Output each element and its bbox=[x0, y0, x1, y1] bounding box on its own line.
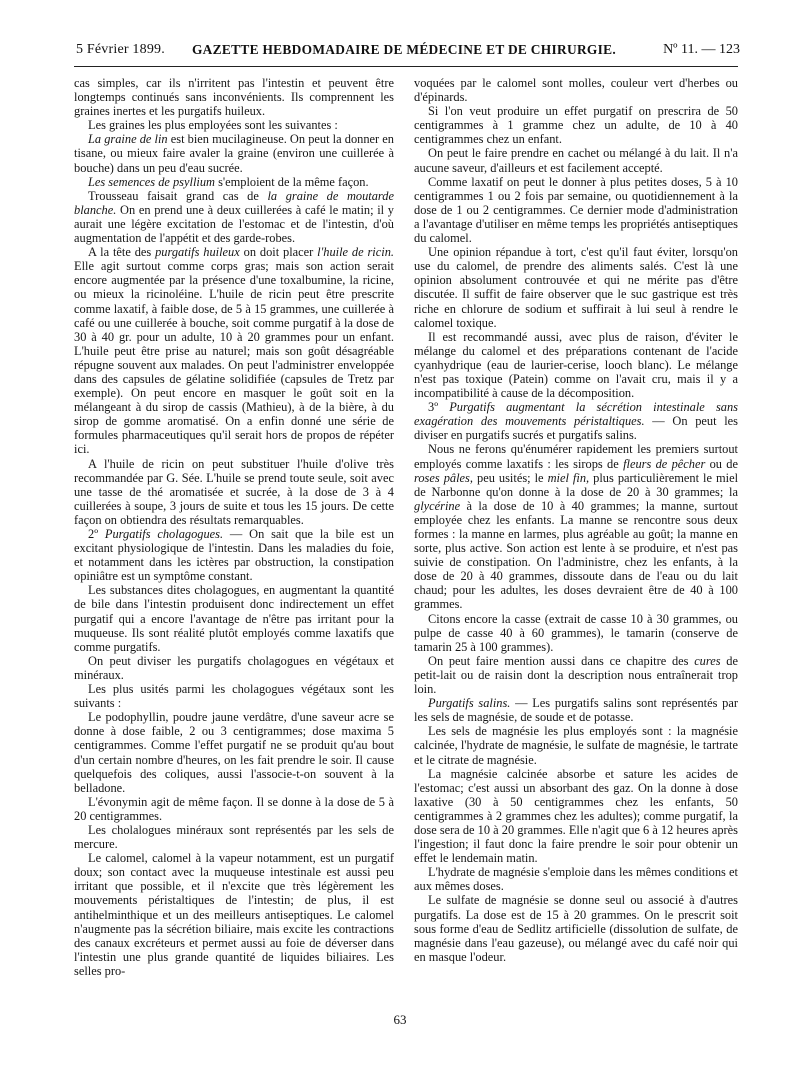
right-paragraph bbox=[414, 400, 738, 442]
right-column bbox=[414, 76, 738, 964]
right-paragraph bbox=[414, 146, 738, 174]
text-run: A l'huile de ricin on peut substituer l'huile d'olive très recommandée par G. Sée. L'huile se prend toute seule, soit avec une tasse de thé aromatisée et sucrée, à la dose de 3 à 4 cuillerées à soupe, 3 jours de suite et tous les 15 jours. De cette façon on obtiendra des résultats remarquables. bbox=[74, 456, 394, 527]
text-run: 2º bbox=[88, 527, 105, 541]
text-run: Il est recommandé aussi, avec plus de raison, d'éviter le mélange du calomel et des préparations contenant de l'acide cyanhydrique (eau de laurier-cerise, looch blanc). Le mélange n'est pas toxique (Patein) comme on l'avait cru, mais il y a incompatibilité à cause de la décomposition. bbox=[414, 329, 738, 401]
right-paragraph bbox=[414, 893, 738, 963]
left-paragraph bbox=[74, 527, 394, 583]
left-paragraph bbox=[74, 132, 394, 174]
left-paragraph bbox=[74, 710, 394, 795]
italic-text: roses pâles, bbox=[414, 470, 473, 485]
right-paragraph bbox=[414, 76, 738, 104]
text-run: plus particulièrement le miel de Narbonne qu'on donne à la dose de 20 à 30 grammes; la bbox=[414, 470, 739, 499]
left-paragraph bbox=[74, 583, 394, 653]
text-run: cas simples, car ils n'irritent pas l'intestin et peuvent être longtemps continués sans inconvénients. Ils comprennent les graines inertes et les purgatifs huileux. bbox=[74, 76, 394, 119]
left-paragraph bbox=[74, 118, 394, 132]
running-header bbox=[68, 42, 740, 64]
text-run: peu usités; le bbox=[472, 470, 548, 485]
italic-text: miel fin, bbox=[547, 470, 590, 485]
text-run: de petit-lait ou de raisin dont la description nous entraînerait trop loin. bbox=[414, 653, 738, 697]
left-paragraph bbox=[74, 851, 394, 978]
text-run: On peut faire mention aussi dans ce chapitre des bbox=[428, 653, 695, 668]
right-paragraph bbox=[414, 612, 738, 654]
header-date: 5 Février 1899. bbox=[76, 42, 165, 57]
text-run: L'évonymin agit de même façon. Il se donne à la dose de 5 à 20 centigrammes. bbox=[74, 794, 394, 823]
text-run: — On peut les diviser en purgatifs sucrés et purgatifs salins. bbox=[414, 414, 738, 443]
text-run: Citons encore la casse (extrait de casse 10 à 30 grammes, ou pulpe de casse 40 à 60 grammes), le tamarin (conserve de tamarin 25 à 100 grammes). bbox=[414, 611, 738, 654]
italic-text: Les semences de psyllium bbox=[88, 174, 215, 189]
text-run: est bien mucilagineuse. On peut la donner en tisane, ou mieux faire avaler la graine (environ une cuillerée à bouche) dans un peu d'eau sucrée. bbox=[74, 132, 394, 175]
text-run: — On sait que la bile est un excitant physiologique de l'intestin. Dans les maladies du foie, et notamment dans les ictères par obstruction, la constipation opiniâtre est un symptôme constant. bbox=[74, 527, 394, 584]
left-paragraph bbox=[74, 76, 394, 118]
italic-text: purgatifs huileux bbox=[155, 245, 240, 260]
text-run: On en prend une à deux cuillerées à café le matin; il y aurait une légère excitation de l'estomac et de l'intestin, d'où augmentation de l'appétit et des garde-robes. bbox=[74, 202, 394, 246]
text-run: Les sels de magnésie les plus employés sont : la magnésie calcinée, l'hydrate de magnésie, le sulfate de magnésie, le tartrate et le citrate de magnésie. bbox=[414, 724, 738, 767]
text-run: Trousseau faisait grand cas de bbox=[88, 188, 268, 203]
text-run: La magnésie calcinée absorbe et sature les acides de l'estomac; c'est aussi un absorbant des gaz. On la donne à dose laxative (30 à 50 centigrammes chez les enfants, 50 centigrammes à 2 grammes chez les adultes); comme purgatif, la dose sera de 10 à 20 grammes. Elle n'agit que 6 à 12 heures après l'ingestion; il faut donc la faire prendre le soir pour obtenir un effet le lendemain matin. bbox=[414, 766, 738, 866]
left-paragraph bbox=[74, 457, 394, 527]
text-run: ou de bbox=[705, 456, 739, 471]
right-paragraph bbox=[414, 654, 738, 696]
right-paragraph bbox=[414, 865, 738, 893]
header-rule bbox=[74, 66, 738, 67]
text-run: Les cholalogues minéraux sont représentés par les sels de mercure. bbox=[74, 822, 394, 852]
text-run: Le sulfate de magnésie se donne seul ou associé à d'autres purgatifs. La dose est de 15 à 20 grammes. On le prescrit soit sous forme d'eau de Sedlitz artificielle (dissolution de sulfate, de magnésie dans l'eau gazeuse), ou mélangé avec du café noir qui en masque l'odeur. bbox=[414, 893, 738, 964]
left-paragraph bbox=[74, 654, 394, 682]
text-run: Nous ne ferons qu'énumérer rapidement les premiers surtout employés comme laxatifs : les sirops de bbox=[414, 442, 738, 471]
right-paragraph bbox=[414, 175, 738, 245]
left-paragraph bbox=[74, 245, 394, 456]
text-run: L'hydrate de magnésie s'emploie dans les mêmes conditions et aux mêmes doses. bbox=[414, 865, 738, 894]
italic-text: glycérine bbox=[414, 498, 461, 513]
text-run: on doit placer bbox=[239, 245, 318, 260]
right-paragraph bbox=[414, 330, 738, 400]
left-paragraph bbox=[74, 682, 394, 710]
italic-text: La graine de lin bbox=[88, 132, 168, 147]
left-paragraph bbox=[74, 189, 394, 245]
right-paragraph bbox=[414, 696, 738, 724]
italic-text: fleurs de pêcher bbox=[623, 456, 706, 471]
journal-title: GAZETTE HEBDOMADAIRE DE MÉDECINE ET DE CHIRURGIE. bbox=[191, 42, 617, 57]
italic-text: Purgatifs salins. bbox=[428, 696, 511, 711]
left-paragraph bbox=[74, 175, 394, 189]
text-run: Le calomel, calomel à la vapeur notamment, est un purgatif doux; son contact avec la muqueuse intestinale est aussi peu irritant que possible, et il n'excite que très légèrement les mouvements péristaltiques de l'intestin; de plus, il est antihelminthique et un des meilleurs antiseptiques. Le calomel n'augmente pas la sécrétion biliaire, mais excite les contractions des canaux excréteurs et permet aussi au foie de déverser dans l'intestin une plus grande quantité de liquides biliaires. Les selles pro- bbox=[74, 851, 394, 978]
text-run: On peut le faire prendre en cachet ou mélangé à du lait. Il n'a aucune saveur, d'ailleurs et est facilement accepté. bbox=[414, 146, 738, 175]
text-run: à la dose de 10 à 40 grammes; la manne, surtout employée chez les enfants. La manne se rencontre sous deux formes : la manne en larmes, plus agréable au goût; la manne en sorte, plus active. Son action est lente à se produire, et n'est pas suivie de constipation. On l'administre, chez les enfants, à la dose de 20 à 40 grammes, dissoute dans de l'eau ou du lait chaud; pour les adultes, les doses devraient être de 40 à 100 grammes. bbox=[414, 498, 738, 612]
italic-text: Purgatifs cholagogues. bbox=[104, 527, 224, 541]
text-run: s'emploient de la même façon. bbox=[214, 174, 369, 189]
italic-text: l'huile de ricin. bbox=[317, 245, 394, 260]
right-paragraph bbox=[414, 245, 738, 330]
text-run: On peut diviser les purgatifs cholagogues en végétaux et minéraux. bbox=[74, 653, 394, 682]
text-run: 3º bbox=[428, 400, 450, 415]
text-run: Les substances dites cholagogues, en augmentant la quantité de bile dans l'intestin produisent donc indirectement un effet purgatif qui a encore l'avantage de n'être pas irritant pour la muqueuse. Ils sont réalité plutôt employés comme laxatifs que comme purgatifs. bbox=[74, 583, 394, 654]
text-run: Elle agit surtout comme corps gras; mais son action serait encore augmentée par la présence d'une toxalbumine, la ricine, ou mieux la ricinoléine. L'huile de ricin peut être prescrite comme laxatif, à faible dose, de 5 à 15 grammes, une cuillerée à café ou une cuillerée à bouche, soit comme purgatif à la dose de 30 à 40 gr. pour un adulte, 10 à 20 grammes pour un enfant. L'huile peut être prise au naturel; mais son goût désagréable répugne souvent aux malades. On peut l'administrer enveloppée dans des capsules de gélatine solidifiée (capsules de Tretz par exemple). On peut encore en masquer le goût soit en la mélangeant à du sirop de cassis (Mathieu), à de la bière, à du sirop de gomme aromatisé. On a enfin donné une série de formules pharmaceutiques qu'il serait hors de propos de répéter ici. bbox=[74, 259, 394, 457]
left-column bbox=[74, 76, 394, 978]
issue-page-number: Nº 11. — 123 bbox=[663, 42, 740, 57]
text-run: Le podophyllin, poudre jaune verdâtre, d'une saveur acre se donne à dose faible, 2 ou 3 centigrammes; dose maxima 5 centigrammes. Comme l'effet purgatif ne se produit qu'au bout d'un certain nombre d'heures, on les fait prendre le soir. Il cause quelquefois des coliques, aussi l'associe-t-on souvent à la belladone. bbox=[74, 710, 394, 795]
right-paragraph bbox=[414, 767, 738, 866]
text-run: Les graines les plus employées sont les suivantes : bbox=[88, 118, 338, 133]
left-paragraph bbox=[74, 795, 394, 823]
right-paragraph bbox=[414, 104, 738, 146]
text-run: — Les purgatifs salins sont représentés par les sels de magnésie, de soude et de potasse. bbox=[414, 696, 738, 725]
italic-text: cures bbox=[694, 653, 721, 668]
text-run: Les plus usités parmi les cholagogues végétaux sont les suivants : bbox=[74, 682, 394, 711]
text-run: A la tête des bbox=[88, 245, 156, 260]
text-run: voquées par le calomel sont molles, couleur vert d'herbes ou d'épinards. bbox=[414, 76, 738, 105]
text-run: Comme laxatif on peut le donner à plus petites doses, 5 à 10 centigrammes 1 ou 2 fois par semaine, ou quotidiennement à la dose de 1 ou 2 centigrammes. Ce dernier mode d'administration a l'avantage d'utiliser en même temps les propriétés antiseptiques du calomel. bbox=[414, 174, 738, 246]
italic-text: Purgatifs augmentant la sécrétion intestinale sans exagération des mouvements péristaltiques. bbox=[414, 400, 738, 429]
right-paragraph bbox=[414, 724, 738, 766]
right-paragraph bbox=[414, 442, 738, 611]
left-paragraph bbox=[74, 823, 394, 851]
italic-text: la graine de moutarde blanche. bbox=[74, 188, 394, 217]
text-run: Une opinion répandue à tort, c'est qu'il faut éviter, lorsqu'on use du calomel, de prendre des aliments salés. C'est là une opinion absolument controuvée et qui ne mérite pas d'être discutée. Il suffit de faire observer que le suc gastrique est très riche en chlorure de sodium et suffirait à lui seul à rendre le calomel toxique. bbox=[414, 245, 738, 330]
text-run: Si l'on veut produire un effet purgatif on prescrira de 50 centigrammes à 1 gramme chez un adulte, de 10 à 40 centigrammes chez un enfant. bbox=[414, 104, 738, 147]
page-folio: 63 bbox=[393, 1012, 407, 1027]
